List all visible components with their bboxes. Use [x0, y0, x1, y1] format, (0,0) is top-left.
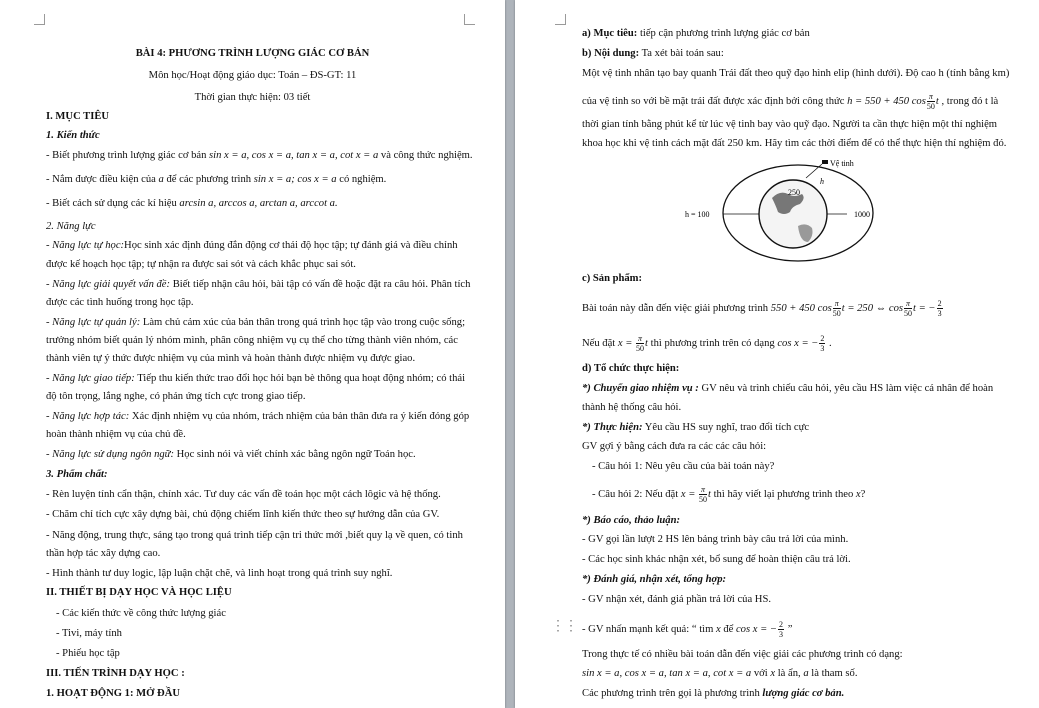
heading-objectives: I. MỤC TIÊU	[46, 111, 110, 122]
fraction: $\frac{\pi}{50}$	[832, 299, 841, 318]
heading-equipment: II. THIẾT BỊ DẠY HỌC VÀ HỌC LIỆU	[46, 587, 232, 598]
quality-item-3: - Năng động, trung thực, sáng tạo trong quá trình tiếp cận tri thức mới ,biết quy lạ về quen, có tinh	[46, 530, 463, 541]
fraction: $\frac{\pi}{50}$	[926, 92, 935, 111]
heading-knowledge: 1. Kiến thức	[46, 130, 100, 141]
report-item-1: - GV gọi lần lượt 2 HS lên bảng trình bày câu trả lời của mình.	[582, 534, 849, 545]
competency-self-study: - Năng lực tự học:Học sinh xác định đúng đắn động cơ thái độ học tập; tự đánh giá và điều chỉnh	[46, 240, 458, 251]
fraction: $\frac{2}{3}$	[937, 299, 942, 318]
competency-cooperation: - Năng lực hợp tác: Xác định nhiệm vụ của nhóm, trách nhiệm của bản thân đưa ra ý kiến đóng góp	[46, 411, 470, 422]
organization-heading: d) Tổ chức thực hiện:	[582, 363, 680, 374]
knowledge-item-1: - Biết phương trình lượng giác cơ bản sin x = a, cos x = a, tan x = a, cot x = a và công thức nghiệm.	[46, 150, 473, 161]
content-line: b) Nội dung: Ta xét bài toán sau:	[582, 48, 724, 59]
product-heading: c) Sản phẩm:	[582, 273, 643, 284]
margin-corner-mark	[464, 14, 475, 25]
fraction: $\frac{\pi}{50}$	[904, 299, 913, 318]
quality-item-3-cont: thần hợp tác xây dựng cao.	[46, 548, 161, 559]
objective-line: a) Mục tiêu: tiếp cận phương trình lượng giác cơ bản	[582, 28, 810, 39]
equipment-item-2: - Tivi, máy tính	[56, 628, 122, 639]
equipment-item-3: - Phiếu học tập	[56, 648, 120, 659]
report-heading: *) Báo cáo, thảo luận:	[582, 515, 681, 526]
task-assignment: *) Chuyển giao nhiệm vụ : GV nêu và trình chiếu câu hỏi, yêu cầu HS làm việc cá nhân để hoàn	[582, 383, 994, 394]
heading-competency: 2. Năng lực	[46, 221, 96, 232]
quality-item-2: - Chăm chỉ tích cực xây dựng bài, chủ động chiếm lĩnh kiến thức theo sự hướng dẫn của GV.	[46, 509, 440, 520]
satellite-label: Vệ tinh	[830, 159, 854, 168]
satellite-icon	[822, 160, 828, 164]
competency-communication-cont: độ tôn trọng, lắng nghe, có phản ứng tích cực trong giao tiếp.	[46, 391, 306, 402]
report-item-2: - Các học sinh khác nhận xét, bổ sung để hoàn thiện câu trả lời.	[582, 554, 851, 565]
hint-line: GV gợi ý bằng cách đưa ra các các câu hỏi:	[582, 441, 767, 452]
fraction: $\frac{2}{3}$	[779, 620, 784, 639]
fraction: $\frac{\pi}{50}$	[699, 485, 708, 504]
competency-self-management-cont: trưởng nhóm biết quản lý nhóm mình, phân công nhiệm vụ cụ thể cho từng thành viên nhóm, các	[46, 335, 458, 346]
fraction: $\frac{2}{3}$	[820, 334, 825, 353]
orbit-figure	[685, 156, 880, 266]
problem-text-1: Một vệ tinh nhân tạo bay quanh Trái đất theo quỹ đạo hình elip (hình dưới). Độ cao h (tính bằng km)	[582, 68, 1010, 79]
task-assignment-cont: thành hệ thống câu hỏi.	[582, 402, 682, 413]
quality-item-4: - Hình thành tư duy logic, lập luận chặt chẽ, và linh hoạt trong quá trình suy nghĩ.	[46, 568, 393, 579]
competency-self-management: - Năng lực tự quản lý: Làm chủ cảm xúc của bản thân trong quá trình học tập vào trong cuộc sống;	[46, 317, 466, 328]
evaluation-heading: *) Đánh giá, nhận xét, tổng hợp:	[582, 574, 727, 585]
evaluation-item-2: - GV nhấn mạnh kết quả: “ tìm x để cos x = − $\frac{2}{3}$ ”	[582, 620, 793, 639]
heading-qualities: 3. Phẩm chất:	[46, 469, 108, 480]
competency-self-study-cont: được kế hoạch học tập; tự nhận ra được sai sót và cách khắc phục sai sót.	[46, 259, 356, 270]
question-1: - Câu hỏi 1: Nêu yêu cầu của bài toán này?	[592, 461, 775, 472]
margin-corner-mark	[34, 14, 45, 25]
heading-activity-1: 1. HOẠT ĐỘNG 1: MỞ ĐẦU	[46, 688, 180, 699]
problem-text-4: khoa học khi vệ tinh cách mặt đất 250 km. Hãy tìm các thời điểm để có thể thực hiện thí nghiệm đó.	[582, 138, 1007, 149]
question-2: - Câu hỏi 2: Nếu đặt x = $\frac{\pi}{50}$ t thì hãy viết lại phương trình theo x?	[592, 485, 866, 504]
altitude-label: 250	[788, 188, 800, 197]
heading-process: III. TIẾN TRÌNH DẠY HỌC :	[46, 668, 185, 679]
knowledge-item-3: - Biết cách sử dụng các kí hiệu arcsin a, arccos a, arctan a, arccot a.	[46, 198, 338, 209]
conclusion-line-3: Các phương trình trên gọi là phương trình lượng giác cơ bản.	[582, 688, 845, 699]
product-equation-line: Bài toán này dẫn đến việc giải phương trình 550 + 450 cos $\frac{\pi}{50}$ t = 250 ⇔ cos $\frac{\pi}{50}$ t = − $\frac{2}{3}$	[582, 299, 942, 318]
document-page-right	[515, 0, 1039, 708]
problem-text-2: của vệ tinh so với bề mặt trái đất được xác định bởi công thức h = 550 + 450 cos $\frac{\pi}{50}$ t , trong đó t là	[582, 92, 999, 111]
substitution-line: Nếu đặt x = $\frac{\pi}{50}$ t thì phương trình trên có dạng cos x = − $\frac{2}{3}$ .	[582, 334, 832, 353]
evaluation-item-1: - GV nhận xét, đánh giá phần trả lời của HS.	[582, 594, 771, 605]
problem-text-3: thời gian tính bằng phút kể từ lúc vệ tinh bay vào quỹ đạo. Người ta cần thực hiện một thí nghiệm	[582, 119, 998, 130]
equipment-item-1: - Các kiến thức về công thức lượng giác	[56, 608, 226, 619]
height-label: h	[820, 177, 824, 186]
conclusion-line-2: sin x = a, cos x = a, tan x = a, cot x = a với x là ẩn, a là tham số.	[582, 668, 858, 679]
perigee-label: h = 100	[685, 210, 710, 219]
duration-line: Thời gian thực hiện: 03 tiết	[194, 92, 311, 103]
apogee-label: 1000	[854, 210, 870, 219]
subject-line: Môn học/Hoạt động giáo dục: Toán – ĐS-GT: 11	[148, 70, 357, 81]
lesson-title: BÀI 4: PHƯƠNG TRÌNH LƯỢNG GIÁC CƠ BẢN	[135, 48, 370, 59]
margin-corner-mark	[555, 14, 566, 25]
competency-language: - Năng lực sử dụng ngôn ngữ: Học sinh nói và viết chính xác bằng ngôn ngữ Toán học.	[46, 449, 416, 460]
competency-self-management-cont: thành viên tự ý thức được nhiệm vụ của mình và hoàn thành được nhiệm vụ được giao.	[46, 353, 416, 364]
knowledge-item-2: - Nắm được điều kiện của a để các phương trình sin x = a; cos x = a có nghiệm.	[46, 174, 387, 185]
competency-problem-solving-cont: được các tình huống trong học tập.	[46, 297, 194, 308]
drag-handle-icon[interactable]: ⋮⋮	[551, 619, 577, 634]
competency-communication: - Năng lực giao tiếp: Tiếp thu kiến thức trao đổi học hỏi bạn bè thông qua hoạt động nhóm; có thái	[46, 373, 466, 384]
quality-item-1: - Rèn luyện tính cẩn thận, chính xác. Tư duy các vấn đề toán học một cách lôgic và hệ thống.	[46, 489, 441, 500]
implementation-line: *) Thực hiện: Yêu cầu HS suy nghĩ, trao đổi tích cực	[582, 422, 810, 433]
competency-problem-solving: - Năng lực giải quyết vấn đề: Biết tiếp nhận câu hỏi, bài tập có vấn đề hoặc đặt ra câu hỏi. Phân tích	[46, 279, 471, 290]
competency-cooperation-cont: hoàn thành nhiệm vụ của chủ đề.	[46, 429, 186, 440]
fraction: $\frac{\pi}{50}$	[636, 334, 645, 353]
conclusion-line-1: Trong thực tế có nhiều bài toán dẫn đến việc giải các phương trình có dạng:	[582, 649, 903, 660]
document-page-left	[0, 0, 505, 708]
